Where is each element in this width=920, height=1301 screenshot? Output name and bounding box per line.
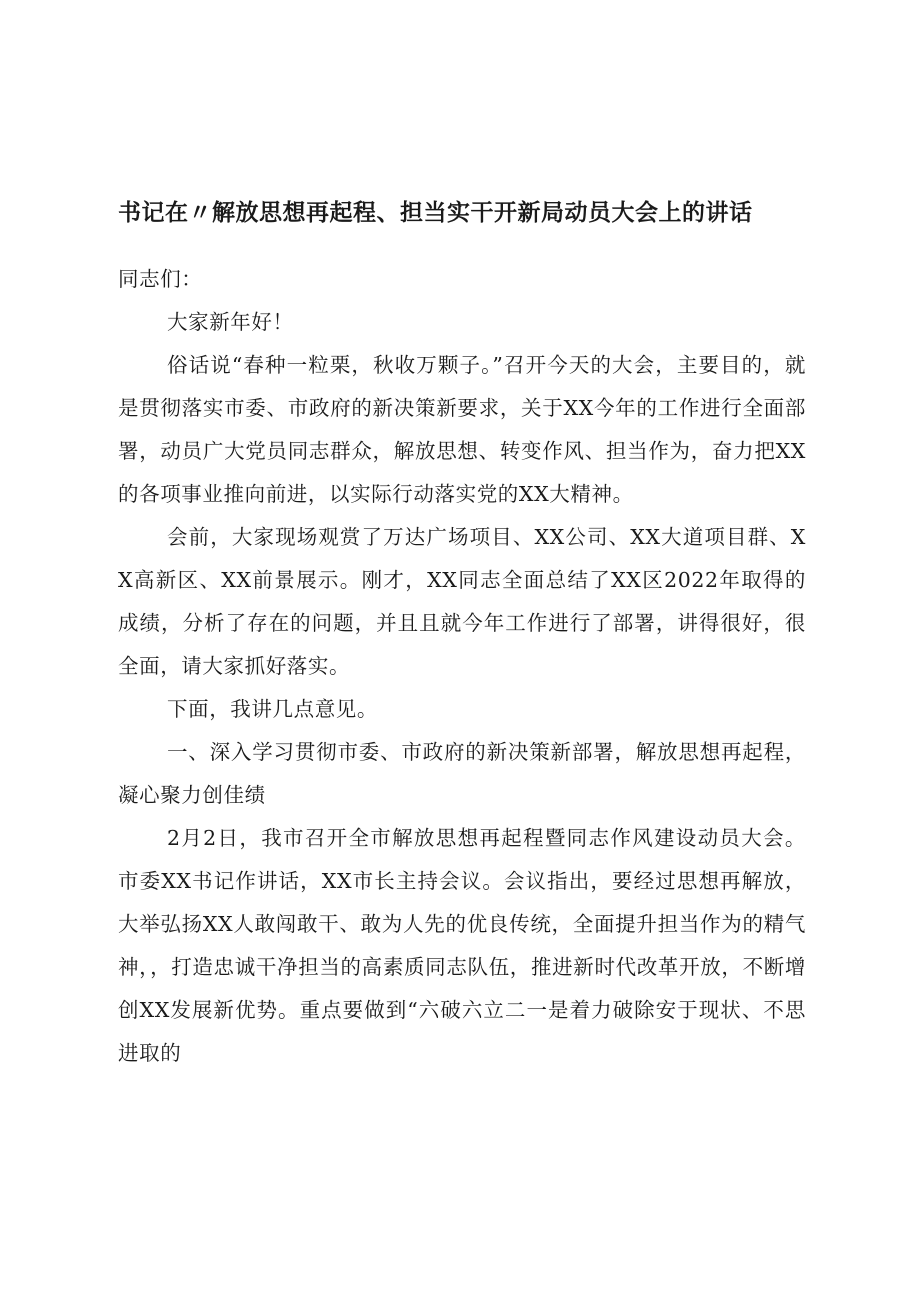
document-title: 书记在〃解放思想再起程、担当实干开新局动员大会上的讲话	[118, 200, 753, 226]
paragraph-review: 会前，大家现场观赏了万达广场项目、XX公司、XX大道项目群、XX高新区、XX前景展示。刚才，XX同志全面总结了XX区2022年取得的成绩，分析了存在的问题，并且且就今年工作进行了部署，讲得很好，很全面，请大家抓好落实。	[118, 525, 806, 678]
paragraph-transition: 下面，我讲几点意见。	[167, 697, 378, 721]
salutation: 同志们：	[118, 267, 203, 291]
section-heading-1: 一、深入学习贯彻市委、市政府的新决策新部署，解放思想再起程，凝心聚力创佳绩	[118, 740, 806, 807]
paragraph-greeting: 大家新年好！	[167, 310, 294, 334]
paragraph-meeting: 2月2日，我市召开全市解放思想再起程暨同志作风建设动员大会。市委XX书记作讲话，XX市长主持会议。会议指出，要经过思想再解放，大举弘扬XX人敢闯敢干、敢为人先的优良传统，全面提升担当作为的精气神，，打造忠诚干净担当的高素质同志队伍，推进新时代改革开放，不断增创XX发展新优势。重点要做到“六破六立二一是着力破除安于现状、不思进取的	[118, 826, 806, 1065]
paragraph-purpose: 俗话说“春种一粒栗，秋收万颗子。”召开今天的大会，主要目的，就是贯彻落实市委、市政府的新决策新要求，关于XX今年的工作进行全面部署，动员广大党员同志群众，解放思想、转变作风、担当作为，奋力把XX的各项事业推向前进，以实际行动落实党的XX大精神。	[118, 353, 806, 506]
document-body	[118, 258, 806, 1075]
